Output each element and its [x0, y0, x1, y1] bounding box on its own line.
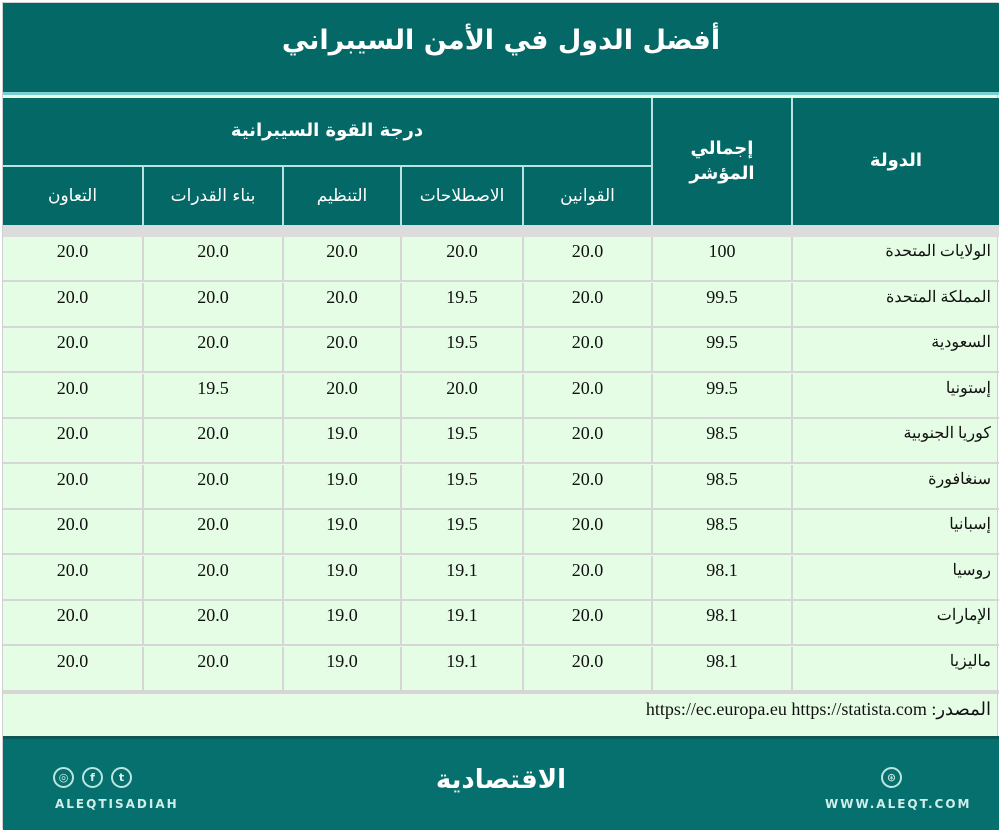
header-capacity-label: بناء القدرات	[170, 185, 256, 206]
cell-cooperation: 20.0	[56, 377, 89, 398]
cell-laws: 20.0	[571, 559, 604, 580]
table-row	[3, 374, 999, 419]
header-body-separator	[3, 225, 999, 237]
header-divider	[522, 165, 524, 225]
cell-country: السعودية	[931, 334, 991, 351]
header-laws	[524, 167, 651, 225]
table-row	[3, 237, 999, 282]
brand-logo: الاقتصادية	[435, 765, 567, 795]
column-divider	[400, 283, 402, 328]
column-divider	[522, 647, 524, 692]
cell-total: 98.5	[706, 514, 738, 534]
cell-country: إستونيا	[945, 379, 991, 397]
cell-country: ماليزيا	[949, 652, 991, 670]
column-divider	[522, 328, 524, 373]
cell-total: 99.5	[706, 377, 738, 398]
header-organization-label: التنظيم	[316, 185, 368, 206]
cell-cooperation: 20.0	[56, 286, 89, 307]
cell-capacity: 20.0	[197, 423, 229, 443]
column-divider	[651, 237, 653, 282]
cell-country: كوريا الجنوبية	[903, 425, 991, 442]
cell-total: 98.5	[706, 468, 738, 489]
cell-cooperation: 20.0	[56, 514, 89, 534]
header-group	[3, 98, 651, 165]
cell-laws: 20.0	[571, 332, 604, 352]
column-divider	[522, 283, 524, 328]
cell-organization: 19.0	[326, 423, 358, 443]
header-cooperation-label: التعاون	[47, 185, 98, 206]
column-divider	[651, 419, 653, 464]
table-row	[3, 601, 999, 646]
column-divider	[522, 419, 524, 464]
column-divider	[651, 374, 653, 419]
column-divider	[142, 374, 144, 419]
column-divider	[400, 647, 402, 692]
cell-conventions: 20.0	[446, 377, 478, 398]
column-divider	[522, 465, 524, 510]
table-row	[3, 283, 999, 328]
header-divider	[791, 98, 793, 225]
cell-country: الولايات المتحدة	[885, 243, 991, 260]
header-divider	[282, 165, 284, 225]
cell-conventions: 19.5	[446, 514, 478, 534]
cell-organization: 20.0	[326, 286, 358, 307]
cell-capacity: 20.0	[197, 559, 229, 580]
column-divider	[522, 510, 524, 555]
cell-laws: 20.0	[571, 605, 604, 625]
header-country-label: الدولة	[869, 150, 923, 172]
header-country	[793, 98, 999, 225]
cell-cooperation: 20.0	[56, 605, 89, 625]
column-divider	[400, 601, 402, 646]
cell-country: روسيا	[952, 561, 991, 579]
cell-conventions: 20.0	[446, 241, 478, 261]
cell-capacity: 20.0	[197, 605, 229, 625]
cell-total: 98.1	[706, 559, 738, 580]
header-divider	[400, 165, 402, 225]
globe-icon: ⊛	[881, 767, 902, 788]
column-divider	[791, 647, 793, 692]
table-row	[3, 510, 999, 555]
column-divider	[282, 283, 284, 328]
column-divider	[791, 237, 793, 282]
cell-total: 100	[708, 241, 736, 261]
header-cooperation	[3, 167, 142, 225]
column-divider	[400, 465, 402, 510]
column-divider	[651, 601, 653, 646]
header-divider	[3, 165, 651, 167]
column-divider	[282, 510, 284, 555]
column-divider	[282, 601, 284, 646]
source-text: المصدر: https://ec.europa.eu https://statista.com	[645, 699, 991, 719]
column-divider	[791, 465, 793, 510]
header-conventions-label: الاصطلاحات	[419, 185, 505, 206]
column-divider	[651, 510, 653, 555]
column-divider	[400, 237, 402, 282]
cell-total: 98.1	[706, 650, 738, 671]
column-divider	[142, 328, 144, 373]
header-total-label: إجمالي المؤشر	[689, 138, 755, 184]
cell-capacity: 19.5	[197, 377, 229, 398]
cell-conventions: 19.5	[446, 468, 478, 489]
table-row	[3, 419, 999, 464]
cell-country: إسبانيا	[949, 516, 991, 533]
website-link[interactable]: WWW.ALEQT.COM	[825, 797, 972, 811]
column-divider	[651, 283, 653, 328]
header-divider	[651, 98, 653, 225]
column-divider	[791, 328, 793, 373]
cell-capacity: 20.0	[197, 332, 229, 352]
column-divider	[791, 510, 793, 555]
column-divider	[142, 237, 144, 282]
cell-capacity: 20.0	[197, 650, 229, 671]
column-divider	[142, 283, 144, 328]
column-divider	[400, 374, 402, 419]
cell-country: المملكة المتحدة	[885, 288, 991, 306]
header-total-index	[653, 98, 791, 225]
cell-capacity: 20.0	[197, 241, 229, 261]
cell-total: 99.5	[706, 286, 738, 307]
cell-organization: 20.0	[326, 241, 358, 261]
column-divider	[142, 647, 144, 692]
cell-organization: 20.0	[326, 377, 358, 398]
column-divider	[522, 374, 524, 419]
column-divider	[400, 419, 402, 464]
cell-cooperation: 20.0	[56, 468, 89, 489]
column-divider	[142, 465, 144, 510]
cell-capacity: 20.0	[197, 514, 229, 534]
cell-cooperation: 20.0	[56, 241, 89, 261]
column-divider	[651, 328, 653, 373]
column-divider	[522, 237, 524, 282]
column-divider	[791, 556, 793, 601]
header-laws-label: القوانين	[560, 185, 615, 206]
cell-total: 99.5	[706, 332, 738, 352]
cell-laws: 20.0	[571, 286, 604, 307]
cell-cooperation: 20.0	[56, 332, 89, 352]
column-divider	[142, 419, 144, 464]
cell-organization: 19.0	[326, 650, 358, 671]
table-row	[3, 328, 999, 373]
cell-laws: 20.0	[571, 241, 604, 261]
table-row	[3, 556, 999, 601]
column-divider	[142, 510, 144, 555]
cell-conventions: 19.1	[446, 650, 478, 671]
column-divider	[282, 328, 284, 373]
cell-total: 98.5	[706, 423, 738, 443]
infographic-frame	[2, 2, 998, 829]
cell-organization: 19.0	[326, 605, 358, 625]
column-divider	[282, 374, 284, 419]
cell-organization: 19.0	[326, 559, 358, 580]
social-handle: ALEQTISADIAH	[55, 797, 179, 811]
cell-laws: 20.0	[571, 377, 604, 398]
cell-cooperation: 20.0	[56, 559, 89, 580]
page-title: أفضل الدول في الأمن السيبراني	[281, 25, 721, 56]
column-divider	[791, 601, 793, 646]
column-divider	[522, 601, 524, 646]
twitter-icon[interactable]: t	[111, 767, 132, 788]
instagram-icon[interactable]: ◎	[53, 767, 74, 788]
column-divider	[791, 283, 793, 328]
cell-conventions: 19.1	[446, 559, 478, 580]
source-note	[3, 692, 999, 734]
column-divider	[282, 556, 284, 601]
column-divider	[651, 647, 653, 692]
cell-organization: 19.0	[326, 468, 358, 489]
cell-organization: 20.0	[326, 332, 358, 352]
column-divider	[400, 510, 402, 555]
cell-cooperation: 20.0	[56, 423, 89, 443]
header-capacity	[144, 167, 282, 225]
column-divider	[791, 419, 793, 464]
column-divider	[522, 556, 524, 601]
facebook-icon[interactable]: f	[82, 767, 103, 788]
header-conventions	[402, 167, 522, 225]
column-divider	[142, 556, 144, 601]
column-divider	[282, 419, 284, 464]
cell-total: 98.1	[706, 605, 738, 625]
column-divider	[282, 237, 284, 282]
cell-capacity: 20.0	[197, 286, 229, 307]
cell-conventions: 19.5	[446, 332, 478, 352]
cell-conventions: 19.5	[446, 423, 478, 443]
cell-country: سنغافورة	[928, 470, 991, 488]
table-row	[3, 465, 999, 510]
column-divider	[142, 601, 144, 646]
cell-capacity: 20.0	[197, 468, 229, 489]
cell-conventions: 19.1	[446, 605, 478, 625]
cell-laws: 20.0	[571, 468, 604, 489]
cell-organization: 19.0	[326, 514, 358, 534]
header-group-label: درجة القوة السيبرانية	[230, 120, 424, 142]
header-divider	[142, 165, 144, 225]
column-divider	[282, 647, 284, 692]
cell-laws: 20.0	[571, 650, 604, 671]
column-divider	[651, 556, 653, 601]
cell-laws: 20.0	[571, 514, 604, 534]
footer	[3, 736, 999, 830]
column-divider	[400, 328, 402, 373]
cell-laws: 20.0	[571, 423, 604, 443]
header-organization	[284, 167, 400, 225]
cell-conventions: 19.5	[446, 286, 478, 307]
column-divider	[400, 556, 402, 601]
table-row	[3, 647, 999, 692]
column-divider	[282, 465, 284, 510]
column-divider	[651, 465, 653, 510]
table-header	[3, 98, 999, 225]
cell-cooperation: 20.0	[56, 650, 89, 671]
column-divider	[791, 374, 793, 419]
title-bar	[3, 3, 999, 95]
cell-country: الإمارات	[936, 607, 991, 624]
